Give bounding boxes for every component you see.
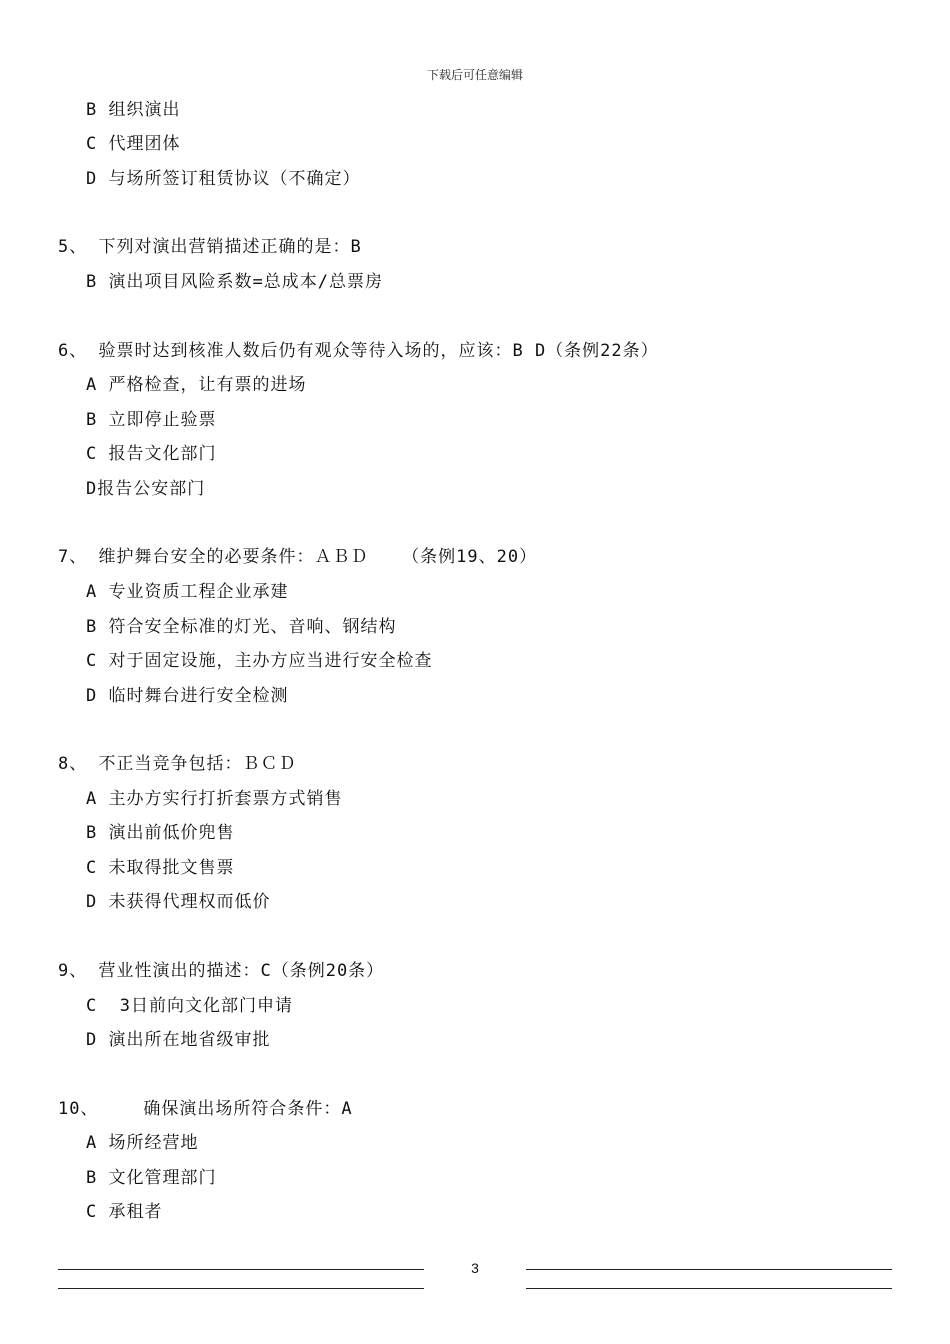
option-line: D 与场所签订租赁协议（不确定） bbox=[86, 169, 361, 189]
option-line: C 对于固定设施，主办方应当进行安全检查 bbox=[86, 651, 433, 671]
option-line: B 演出前低价兜售 bbox=[86, 823, 235, 843]
question-line: 6、 验票时达到核准人数后仍有观众等待入场的，应该：B D（条例22条） bbox=[58, 341, 659, 361]
option-line: B 文化管理部门 bbox=[86, 1168, 217, 1188]
question-line: 9、 营业性演出的描述：C（条例20条） bbox=[58, 961, 385, 981]
option-line: A 场所经营地 bbox=[86, 1133, 199, 1153]
question-line: 10、 确保演出场所符合条件：A bbox=[58, 1099, 353, 1119]
question-line: 8、 不正当竞争包括：ＢＣＤ bbox=[58, 754, 297, 774]
option-line: A 严格检查，让有票的进场 bbox=[86, 375, 307, 395]
option-line: B 立即停止验票 bbox=[86, 410, 217, 430]
option-line: C 未取得批文售票 bbox=[86, 858, 235, 878]
option-line: C 代理团体 bbox=[86, 134, 181, 154]
option-line: D 临时舞台进行安全检测 bbox=[86, 686, 289, 706]
option-line: C 承租者 bbox=[86, 1202, 163, 1222]
option-line: D 演出所在地省级审批 bbox=[86, 1030, 271, 1050]
option-line: C 报告文化部门 bbox=[86, 444, 217, 464]
option-line: C 3日前向文化部门申请 bbox=[86, 996, 293, 1016]
page-number: 3 bbox=[471, 1260, 479, 1276]
option-line: B 演出项目风险系数=总成本/总票房 bbox=[86, 272, 383, 292]
option-line: A 专业资质工程企业承建 bbox=[86, 582, 289, 602]
option-line: D报告公安部门 bbox=[86, 479, 206, 499]
question-line: 7、 维护舞台安全的必要条件：ＡＢＤ （条例19、20） bbox=[58, 547, 538, 567]
page-header-note: 下载后可任意编辑 bbox=[426, 68, 523, 82]
option-line: A 主办方实行打折套票方式销售 bbox=[86, 789, 343, 809]
question-line: 5、 下列对演出营销描述正确的是：B bbox=[58, 237, 362, 257]
footer-rule-right-bottom bbox=[526, 1288, 892, 1289]
footer-rule-left-bottom bbox=[58, 1288, 424, 1289]
option-line: D 未获得代理权而低价 bbox=[86, 892, 271, 912]
option-line: B 符合安全标准的灯光、音响、钢结构 bbox=[86, 617, 397, 637]
option-line: B 组织演出 bbox=[86, 100, 181, 120]
